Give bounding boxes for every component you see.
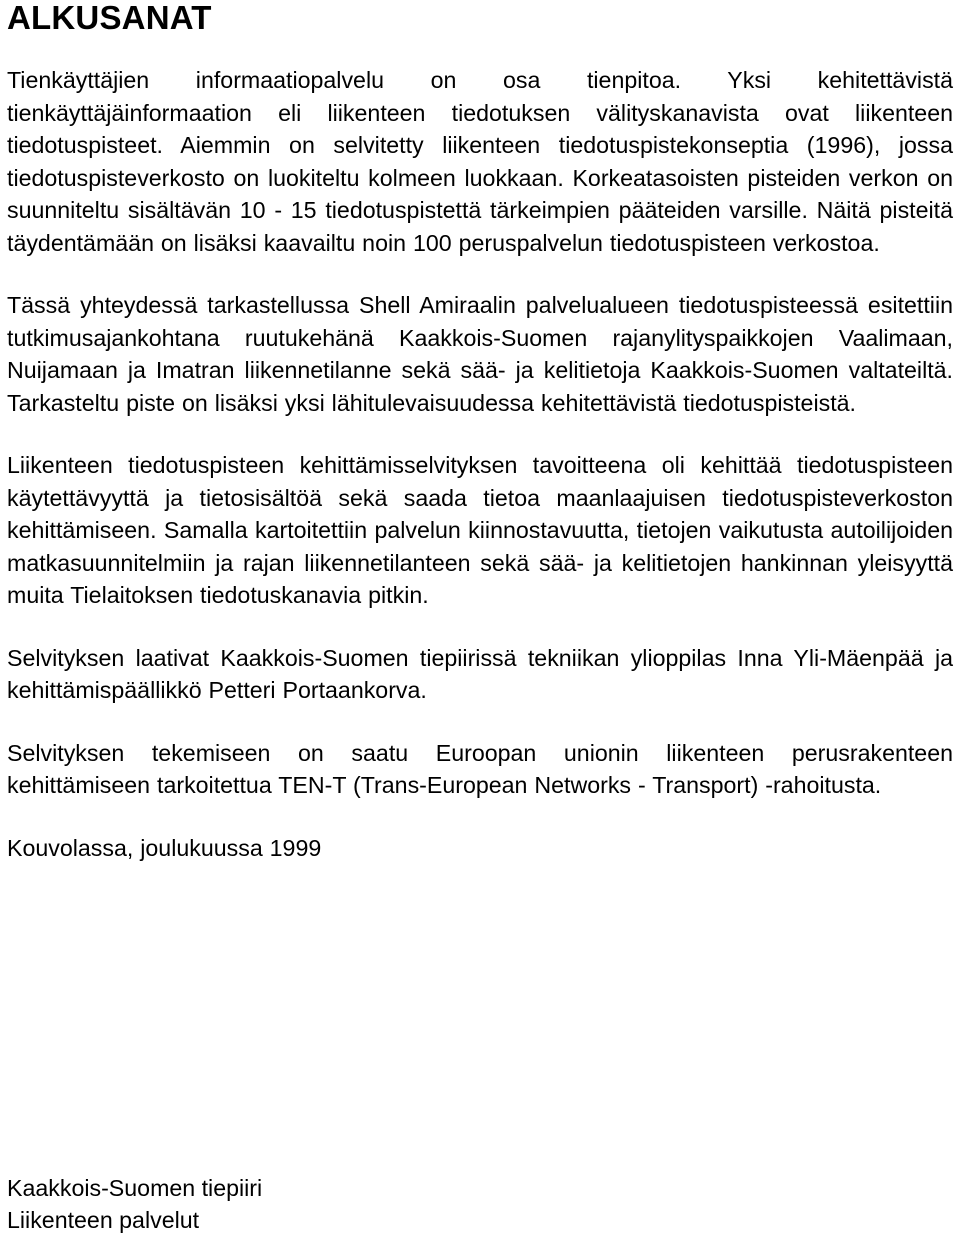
body-text [7, 64, 953, 864]
paragraph-4: Selvityksen laativat Kaakkois-Suomen tiepiirissä tekniikan ylioppilas Inna Yli-Mäenpää ja kehittämispäällikkö Petteri Portaankorva. [7, 644, 953, 703]
place-date: Kouvolassa, joulukuussa 1999 [7, 834, 322, 861]
document-page [7, 0, 953, 1233]
signature-department: Liikenteen palvelut [7, 1207, 200, 1233]
signature-organization: Kaakkois-Suomen tiepiiri [7, 1175, 263, 1201]
signature-block [7, 1172, 262, 1236]
paragraph-5: Selvityksen tekemiseen on saatu Euroopan unionin liikenteen perusrakenteen kehittämiseen tarkoitettua TEN-T (Trans-European Networks - Transport) -rahoitusta. [7, 739, 953, 798]
page-title: ALKUSANAT [7, 0, 212, 36]
paragraph-3: Liikenteen tiedotuspisteen kehittämisselvityksen tavoitteena oli kehittää tiedotuspisteen käytettävyyttä ja tietosisältöä sekä saada tietoa maanlaajuisen tiedotuspisteverkoston kehittämiseen. Samalla kartoitettiin palvelun kiinnostavuutta, tietojen vaikutusta autoilijoiden matkasuunnitelmiin ja rajan liikennetilanteen sekä sää- ja kelitietojen hankinnan yleisyyttä muita Tielaitoksen tiedotuskanavia pitkin. [7, 452, 953, 608]
paragraph-1: Tienkäyttäjien informaatiopalvelu on osa tienpitoa. Yksi kehitettävistä tienkäyttäjäinformaation eli liikenteen tiedotuksen välityskanavista ovat liikenteen tiedotuspisteet. Aiemmin on selvitetty liikenteen tiedotuspistekonseptia (1996), jossa tiedotuspisteverkosto on luokiteltu kolmeen luokkaan. Korkeatasoisten pisteiden verkon on suunniteltu sisältävän 10 - 15 tiedotuspistettä tärkeimpien pääteiden varsille. Näitä pisteitä täydentämään on lisäksi kaavailtu noin 100 peruspalvelun tiedotuspisteen verkostoa. [7, 67, 953, 256]
paragraph-2: Tässä yhteydessä tarkastellussa Shell Amiraalin palvelualueen tiedotuspisteessä esitettiin tutkimusajankohtana ruutukehänä Kaakkois-Suomen rajanylityspaikkojen Vaalimaan, Nuijamaan ja Imatran liikennetilanne sekä sää- ja kelitietoja Kaakkois-Suomen valtateiltä. Tarkasteltu piste on lisäksi yksi lähitulevaisuudessa kehitettävistä tiedotuspisteistä. [7, 292, 953, 416]
